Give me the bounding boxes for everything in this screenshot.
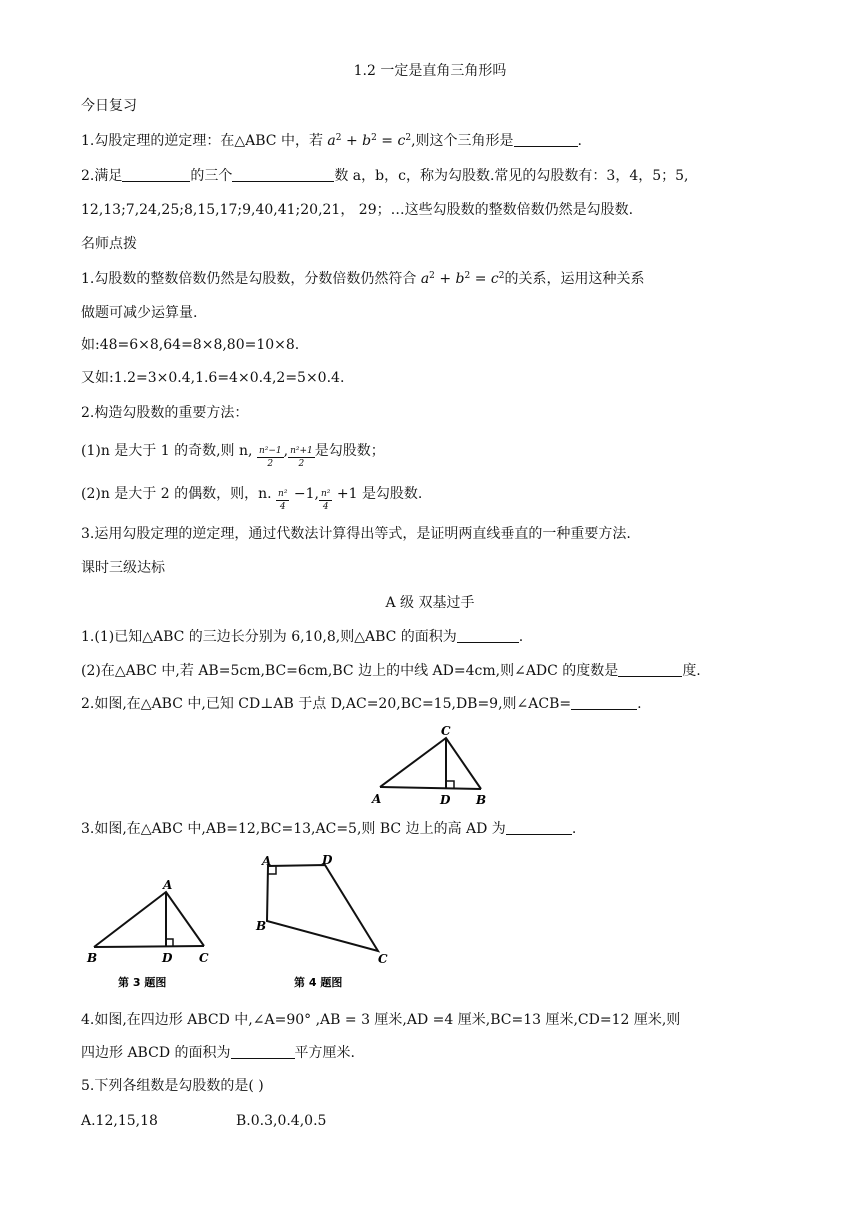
section-tips: 名师点拨 (81, 236, 137, 252)
question-5: 5.下列各组数是勾股数的是( ) (81, 1078, 264, 1094)
label-d: D (162, 951, 173, 965)
answer-blank[interactable] (122, 167, 190, 182)
figure-q2 (368, 722, 528, 808)
label-d: D (322, 853, 333, 867)
label-d: D (440, 793, 451, 807)
review-item-2-cont: 12,13;7,24,25;8,15,17;9,40,41;20,21， 29；…这些勾股数的整数倍数仍然是勾股数. (81, 202, 634, 218)
page-title: 1.2 一定是直角三角形吗 (353, 63, 507, 79)
question-1-1: 1.(1)已知△ABC 的三边长分别为 6,10,8,则△ABC 的面积为 . (81, 629, 524, 645)
label-c: C (199, 951, 209, 965)
question-4: 4.如图,在四边形 ABCD 中,∠A=90° ,AB = 3 厘米,AD =4 厘米,BC=13 厘米,CD=12 厘米,则 (81, 1012, 681, 1028)
option-b: B.0.3,0.4,0.5 (236, 1113, 327, 1129)
label-a: A (163, 878, 173, 892)
answer-blank[interactable] (231, 1044, 295, 1059)
question-1-2: (2)在△ABC 中,若 AB=5cm,BC=6cm,BC 边上的中线 AD=4cm,则∠ADC 的度数是 度. (81, 663, 701, 679)
level-a-title: A 级 双基过手 (385, 595, 475, 611)
tip-1: 1.勾股数的整数倍数仍然是勾股数，分数倍数仍然符合 $a^2 + b^2 = c^2$的关系，运用这种关系 (81, 271, 645, 287)
label-a: A (262, 854, 272, 868)
question-3: 3.如图,在△ABC 中,AB=12,BC=13,AC=5,则 BC 边上的高 AD 为 . (81, 821, 577, 837)
answer-blank[interactable] (618, 662, 682, 677)
caption-figure-4: 第 4 题图 (294, 976, 343, 989)
tip-1-cont: 做题可减少运算量. (81, 305, 198, 321)
label-c: C (378, 952, 388, 966)
section-levels: 课时三级达标 (81, 560, 165, 576)
figure-q4 (250, 852, 410, 996)
tip-example-2: 又如:1.2=3×0.4,1.6=4×0.4,2=5×0.4. (81, 370, 345, 386)
tip-2-odd: (1)n 是大于 1 的奇数,则 n, $\frac{\text{n²−1}}{2}$ , $\frac{\text{n²+1}}{2}$ 是勾股数； (81, 443, 385, 469)
answer-blank[interactable] (514, 132, 578, 147)
tip-3: 3.运用勾股定理的逆定理，通过代数法计算得出等式，是证明两直线垂直的一种重要方法. (81, 526, 631, 542)
tip-2-even: (2)n 是大于 2 的偶数，则，n. $\frac{\text{n²}}{4}$ −1, $\frac{\text{n²}}{4}$ +1 是勾股数. (81, 486, 423, 512)
answer-blank[interactable] (506, 820, 572, 835)
label-b: B (256, 919, 267, 933)
tip-example-1: 如:48=6×8,64=8×8,80=10×8. (81, 337, 300, 353)
label-c: C (441, 724, 451, 738)
answer-blank[interactable] (457, 628, 519, 643)
label-b: B (476, 793, 487, 807)
option-a: A.12,15,18 (81, 1113, 158, 1129)
review-item-2: 2.满足 的三个 数 a，b，c，称为勾股数.常见的勾股数有：3，4，5；5, (81, 168, 689, 184)
tip-2: 2.构造勾股数的重要方法： (81, 405, 249, 421)
review-item-1: 1.勾股定理的逆定理：在△ABC 中，若 $a^2 + b^2 = c^2$,则这个三角形是 . (81, 133, 582, 149)
answer-blank[interactable] (571, 695, 637, 710)
section-review: 今日复习 (81, 98, 137, 114)
question-4-cont: 四边形 ABCD 的面积为 平方厘米. (81, 1045, 355, 1061)
question-2: 2.如图,在△ABC 中,已知 CD⊥AB 于点 D,AC=20,BC=15,DB=9,则∠ACB= . (81, 696, 642, 712)
label-a: A (372, 792, 382, 806)
figure-q3 (82, 876, 242, 996)
caption-figure-3: 第 3 题图 (118, 976, 167, 989)
label-b: B (87, 951, 98, 965)
answer-blank[interactable] (232, 167, 334, 182)
